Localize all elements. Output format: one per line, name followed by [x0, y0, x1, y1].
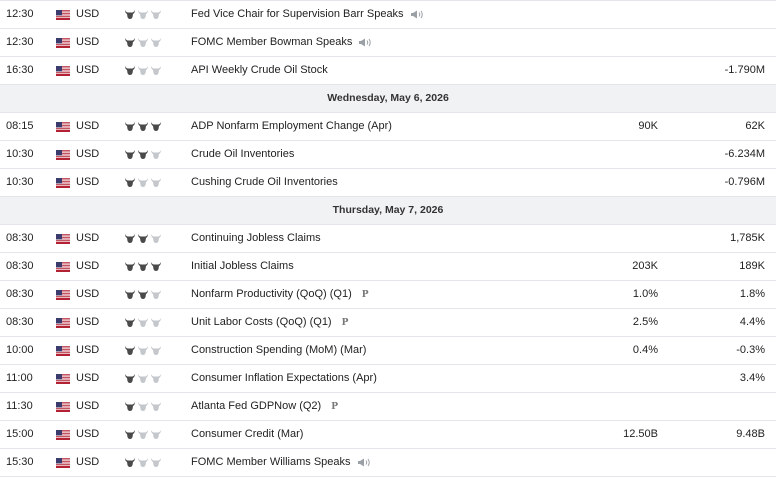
currency-code: USD — [76, 176, 100, 188]
event-name[interactable] — [191, 421, 303, 448]
bull-icon — [137, 288, 149, 300]
event-row[interactable] — [0, 365, 776, 393]
event-time: 15:30 — [6, 456, 34, 468]
currency-code: USD — [76, 36, 100, 48]
bull-icon — [137, 260, 149, 272]
bull-icon — [150, 232, 162, 244]
bull-icon — [124, 36, 136, 48]
event-name[interactable] — [191, 337, 366, 364]
currency-code: USD — [76, 456, 100, 468]
bull-icon — [150, 64, 162, 76]
bull-icon — [124, 232, 136, 244]
speaker-icon — [358, 38, 372, 47]
event-name-text[interactable]: Nonfarm Productivity (QoQ) (Q1) — [191, 288, 352, 300]
previous-value: -6.234M — [724, 148, 765, 160]
event-name[interactable] — [191, 225, 321, 252]
impact-rating — [124, 288, 163, 300]
currency-code: USD — [76, 148, 100, 160]
event-row[interactable] — [0, 281, 776, 309]
previous-value: 4.4% — [739, 316, 765, 328]
event-row[interactable] — [0, 169, 776, 197]
bull-icon — [124, 316, 136, 328]
event-time: 12:30 — [6, 36, 34, 48]
impact-rating — [124, 176, 163, 188]
us-flag-icon — [56, 178, 70, 188]
event-name-text[interactable]: ADP Nonfarm Employment Change (Apr) — [191, 120, 392, 132]
us-flag-icon — [56, 458, 70, 468]
event-name[interactable] — [191, 169, 338, 196]
bull-icon — [124, 64, 136, 76]
bull-icon — [150, 120, 162, 132]
bull-icon — [150, 176, 162, 188]
bull-icon — [124, 288, 136, 300]
us-flag-icon — [56, 38, 70, 48]
us-flag-icon — [56, 430, 70, 440]
currency-code: USD — [76, 288, 100, 300]
currency-code: USD — [76, 260, 100, 272]
event-row[interactable] — [0, 449, 776, 477]
bull-icon — [150, 428, 162, 440]
event-name-text[interactable]: Consumer Inflation Expectations (Apr) — [191, 372, 377, 384]
date-header: Thursday, May 7, 2026 — [0, 197, 776, 225]
event-name[interactable] — [191, 141, 294, 168]
date-header: Wednesday, May 6, 2026 — [0, 85, 776, 113]
bull-icon — [137, 232, 149, 244]
bull-icon — [137, 316, 149, 328]
preliminary-badge: P — [331, 402, 338, 412]
event-time: 12:30 — [6, 8, 34, 20]
previous-value: -0.3% — [736, 344, 765, 356]
speaker-icon — [410, 10, 424, 19]
us-flag-icon — [56, 318, 70, 328]
bull-icon — [150, 260, 162, 272]
bull-icon — [137, 372, 149, 384]
impact-rating — [124, 8, 163, 20]
event-time: 08:30 — [6, 232, 34, 244]
event-name-text[interactable]: Construction Spending (MoM) (Mar) — [191, 344, 367, 356]
event-row[interactable] — [0, 141, 776, 169]
bull-icon — [137, 400, 149, 412]
impact-rating — [124, 372, 163, 384]
event-name-text[interactable]: FOMC Member Williams Speaks — [191, 456, 351, 468]
event-name[interactable] — [191, 281, 369, 309]
event-time: 11:00 — [6, 372, 33, 384]
event-name[interactable] — [191, 1, 424, 28]
bull-icon — [124, 456, 136, 468]
impact-rating — [124, 316, 163, 328]
event-name[interactable] — [191, 365, 377, 392]
event-row[interactable] — [0, 393, 776, 421]
speaker-icon — [357, 458, 371, 467]
us-flag-icon — [56, 262, 70, 272]
previous-value: 189K — [739, 260, 765, 272]
currency-code: USD — [76, 120, 100, 132]
event-row[interactable] — [0, 225, 776, 253]
previous-value: 9.48B — [736, 428, 765, 440]
impact-rating — [124, 428, 163, 440]
event-name-text[interactable]: Continuing Jobless Claims — [191, 232, 321, 244]
event-time: 08:30 — [6, 260, 34, 272]
us-flag-icon — [56, 374, 70, 384]
us-flag-icon — [56, 234, 70, 244]
us-flag-icon — [56, 346, 70, 356]
impact-rating — [124, 232, 163, 244]
actual-value: 2.5% — [632, 316, 658, 328]
event-name-text[interactable]: FOMC Member Bowman Speaks — [191, 36, 353, 48]
currency-code: USD — [76, 372, 100, 384]
bull-icon — [124, 120, 136, 132]
actual-value: 90K — [638, 120, 658, 132]
event-name-text[interactable]: Atlanta Fed GDPNow (Q2) — [191, 400, 322, 412]
bull-icon — [124, 176, 136, 188]
previous-value: 3.4% — [739, 372, 765, 384]
event-time: 15:00 — [6, 428, 34, 440]
bull-icon — [124, 260, 136, 272]
event-row[interactable] — [0, 1, 776, 29]
bull-icon — [150, 456, 162, 468]
event-name[interactable] — [191, 29, 372, 56]
event-name[interactable] — [191, 393, 338, 421]
event-time: 08:30 — [6, 316, 34, 328]
impact-rating — [124, 344, 163, 356]
event-name[interactable] — [191, 309, 348, 337]
event-row[interactable] — [0, 29, 776, 57]
currency-code: USD — [76, 8, 100, 20]
actual-value: 1.0% — [632, 288, 658, 300]
bull-icon — [150, 316, 162, 328]
actual-value: 0.4% — [632, 344, 658, 356]
bull-icon — [137, 120, 149, 132]
event-name-text[interactable]: Initial Jobless Claims — [191, 260, 294, 272]
bull-icon — [150, 372, 162, 384]
impact-rating — [124, 64, 163, 76]
bull-icon — [124, 8, 136, 20]
event-time: 10:30 — [6, 148, 34, 160]
bull-icon — [124, 344, 136, 356]
event-name[interactable] — [191, 57, 328, 84]
impact-rating — [124, 120, 163, 132]
bull-icon — [137, 456, 149, 468]
currency-code: USD — [76, 344, 100, 356]
previous-value: 62K — [745, 120, 765, 132]
actual-value: 12.50B — [623, 428, 658, 440]
bull-icon — [124, 148, 136, 160]
event-name-text[interactable]: API Weekly Crude Oil Stock — [191, 64, 328, 76]
previous-value: -0.796M — [724, 176, 765, 188]
bull-icon — [150, 344, 162, 356]
currency-code: USD — [76, 316, 100, 328]
event-time: 10:00 — [6, 344, 34, 356]
bull-icon — [137, 64, 149, 76]
bull-icon — [137, 148, 149, 160]
event-name-text[interactable]: Consumer Credit (Mar) — [191, 428, 304, 440]
impact-rating — [124, 148, 163, 160]
event-name-text[interactable]: Unit Labor Costs (QoQ) (Q1) — [191, 316, 332, 328]
impact-rating — [124, 456, 163, 468]
preliminary-badge: P — [341, 318, 349, 328]
event-row[interactable] — [0, 421, 776, 449]
event-row[interactable] — [0, 337, 776, 365]
previous-value: 1.8% — [739, 288, 765, 300]
actual-value: 203K — [632, 260, 658, 272]
previous-value: 1,785K — [730, 232, 765, 244]
us-flag-icon — [56, 290, 70, 300]
event-name-text[interactable]: Crude Oil Inventories — [191, 148, 295, 160]
bull-icon — [150, 36, 162, 48]
event-name[interactable] — [191, 253, 294, 280]
preliminary-badge: P — [361, 290, 369, 300]
bull-icon — [137, 344, 149, 356]
us-flag-icon — [56, 402, 70, 412]
bull-icon — [150, 148, 162, 160]
previous-value: -1.790M — [724, 64, 765, 76]
currency-code: USD — [76, 428, 100, 440]
bull-icon — [150, 400, 162, 412]
impact-rating — [124, 36, 163, 48]
bull-icon — [150, 8, 162, 20]
currency-code: USD — [76, 64, 100, 76]
event-row[interactable] — [0, 57, 776, 85]
bull-icon — [137, 8, 149, 20]
impact-rating — [124, 260, 163, 272]
event-name-text[interactable]: Cushing Crude Oil Inventories — [191, 176, 338, 188]
event-row[interactable] — [0, 253, 776, 281]
event-row[interactable] — [0, 309, 776, 337]
currency-code: USD — [76, 232, 100, 244]
bull-icon — [137, 36, 149, 48]
impact-rating — [124, 400, 163, 412]
bull-icon — [124, 400, 136, 412]
event-time: 11:30 — [6, 400, 33, 412]
event-name-text[interactable]: Fed Vice Chair for Supervision Barr Speaks — [191, 8, 404, 20]
event-time: 08:15 — [6, 120, 34, 132]
event-row[interactable] — [0, 113, 776, 141]
event-name[interactable] — [191, 113, 392, 140]
bull-icon — [137, 176, 149, 188]
bull-icon — [137, 428, 149, 440]
event-name[interactable] — [191, 449, 371, 476]
bull-icon — [124, 428, 136, 440]
bull-icon — [124, 372, 136, 384]
us-flag-icon — [56, 150, 70, 160]
us-flag-icon — [56, 66, 70, 76]
currency-code: USD — [76, 400, 100, 412]
bull-icon — [150, 288, 162, 300]
event-time: 16:30 — [6, 64, 34, 76]
event-time: 10:30 — [6, 176, 34, 188]
us-flag-icon — [56, 10, 70, 20]
event-time: 08:30 — [6, 288, 34, 300]
us-flag-icon — [56, 122, 70, 132]
